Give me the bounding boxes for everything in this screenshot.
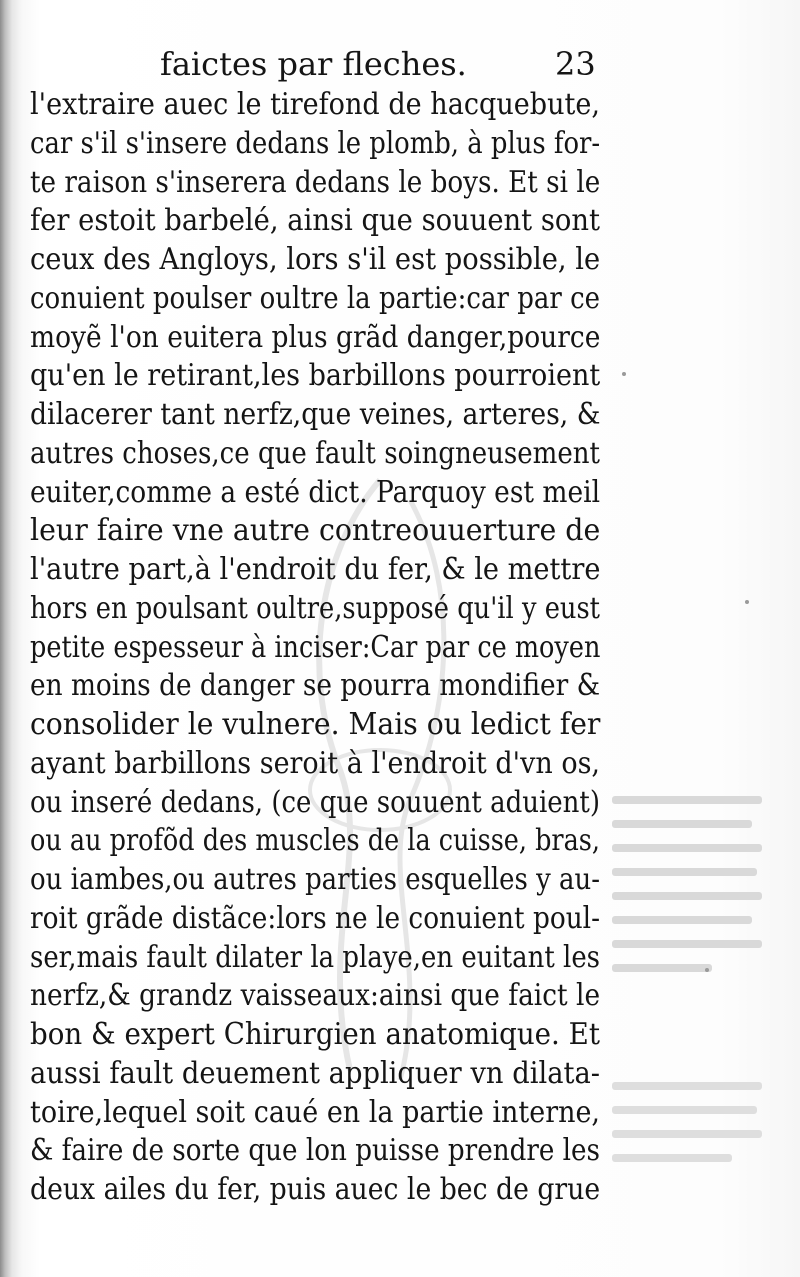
paper-speck bbox=[622, 372, 626, 376]
text-line: euiter,comme a esté dict. Parquoy est meil bbox=[30, 474, 601, 510]
text-line: consolider le vulnere. Mais ou ledict fer bbox=[30, 707, 601, 742]
text-line: te raison s'inserera dedans le boys. Et si le bbox=[30, 164, 601, 200]
paper-speck bbox=[745, 600, 749, 604]
running-title: faictes par fleches. bbox=[160, 45, 467, 83]
bleed-through-margin-note bbox=[612, 1078, 782, 1175]
text-line: l'extraire auec le tirefond de hacquebute, bbox=[30, 87, 600, 122]
text-line: aussi fault deuement appliquer vn dilata- bbox=[30, 1055, 600, 1091]
text-line: dilacerer tant nerfz,que veines, arteres, & bbox=[30, 397, 601, 432]
text-line: ou au profõd des muscles de la cuisse, bras, bbox=[30, 823, 600, 859]
page-number: 23 bbox=[555, 45, 596, 83]
text-line: nerfz,& grandz vaisseaux:ainsi que faict le bbox=[30, 978, 601, 1014]
text-line: qu'en le retirant,les barbillons pourroient bbox=[30, 358, 601, 394]
text-line: petite espesseur à inciser:Car par ce moyen bbox=[30, 629, 601, 665]
bleed-through-margin-note bbox=[612, 792, 782, 999]
text-line: moyẽ l'on euitera plus grãd danger,pource bbox=[30, 319, 601, 355]
page-header bbox=[0, 44, 800, 84]
text-line: autres choses,ce que fault soingneusement bbox=[30, 435, 600, 471]
text-line: fer estoit barbelé, ainsi que souuent sont bbox=[30, 203, 600, 239]
body-text bbox=[30, 86, 600, 1210]
text-line: conuient poulser oultre la partie:car par ce bbox=[30, 280, 600, 316]
paper-speck bbox=[705, 968, 709, 972]
text-line: car s'il s'insere dedans le plomb, à plus for- bbox=[30, 125, 601, 161]
text-line: roit grãde distãce:lors ne le conuient poul- bbox=[30, 900, 600, 936]
text-line: hors en poulsant oultre,supposé qu'il y eust bbox=[30, 590, 600, 626]
text-line: bon & expert Chirurgien anatomique. Et bbox=[30, 1017, 600, 1052]
text-line: ser,mais fault dilater la playe,en euitant les bbox=[30, 939, 600, 975]
text-line: toire,lequel soit caué en la partie interne, bbox=[30, 1094, 600, 1130]
text-line: l'autre part,à l'endroit du fer, & le mettre bbox=[30, 552, 601, 587]
text-line: & faire de sorte que lon puisse prendre les bbox=[30, 1133, 600, 1169]
text-line: ayant barbillons seroit à l'endroit d'vn os, bbox=[30, 745, 600, 781]
text-line: ou inseré dedans, (ce que souuent aduient) bbox=[30, 784, 600, 820]
text-line: ceux des Angloys, lors s'il est possible, le bbox=[30, 242, 601, 277]
text-line: deux ailes du fer, puis auec le bec de grue bbox=[30, 1172, 601, 1207]
text-line: leur faire vne autre contreouuerture de bbox=[30, 513, 601, 549]
text-line: ou iambes,ou autres parties esquelles y au- bbox=[30, 862, 600, 897]
text-line: en moins de danger se pourra mondifier & bbox=[30, 668, 601, 704]
